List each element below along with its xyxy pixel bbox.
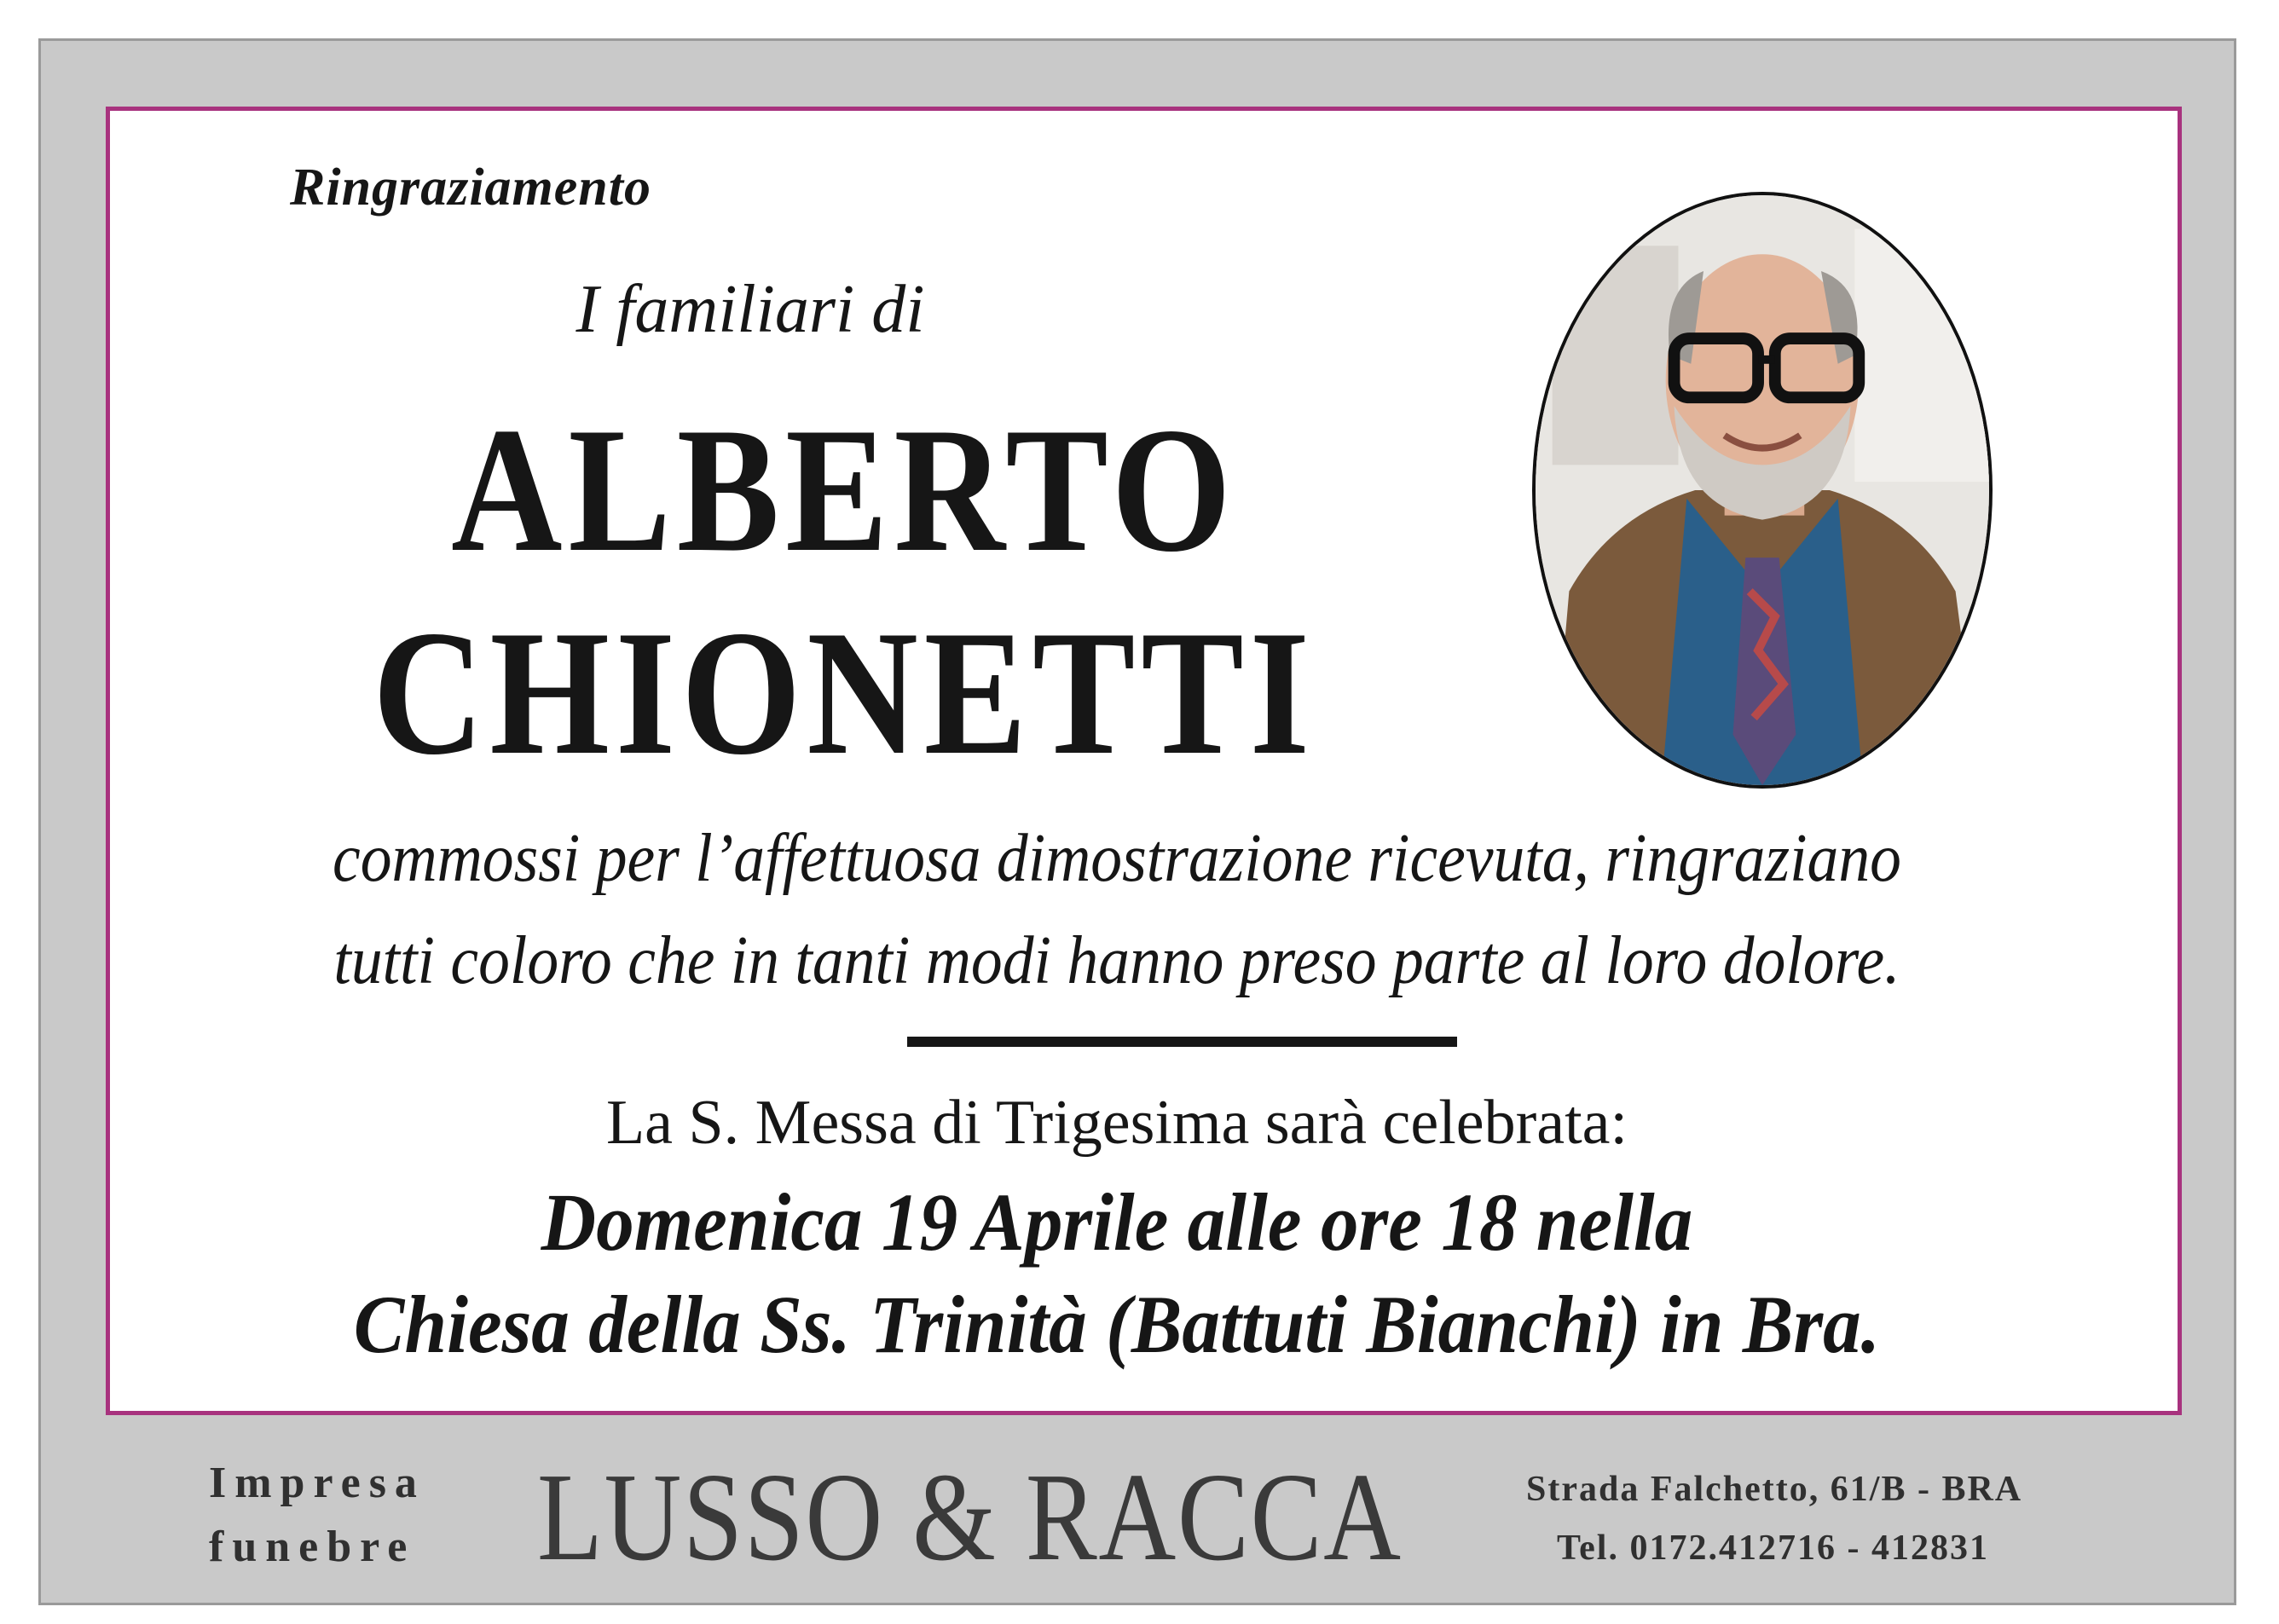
intro-text: I familiari di: [576, 272, 925, 347]
deceased-last-name: CHIONETTI: [373, 594, 1316, 792]
message-line-1: commossi per l’affettuosa dimostrazione ricevuta, ringraziano: [333, 821, 1901, 896]
deceased-first-name: ALBERTO: [451, 391, 1237, 589]
mass-date-line: Domenica 19 Aprile alle ore 18 nella: [541, 1176, 1693, 1268]
footer-label-line-2: funebre: [209, 1523, 416, 1571]
notice-heading: Ringraziamento: [290, 159, 651, 217]
mass-intro: La S. Messa di Trigesima sarà celebrata:: [605, 1088, 1628, 1158]
message-line-2: tutti coloro che in tanti modi hanno preso parte al loro dolore.: [333, 923, 1900, 998]
funeral-home-brand: LUSSO & RACCA: [537, 1448, 1403, 1587]
funeral-home-phone: Tel. 0172.412716 - 412831: [1557, 1529, 1989, 1568]
funeral-home-address: Strada Falchetto, 61/B - BRA: [1526, 1470, 2023, 1509]
mass-location-line: Chiesa della Ss. Trinità (Battuti Bianchi) in Bra.: [353, 1279, 1881, 1370]
divider-line: [907, 1037, 1457, 1047]
footer-label-line-1: Impresa: [209, 1459, 425, 1507]
portrait-illustration: [1536, 195, 1989, 785]
portrait-photo: [1532, 192, 1993, 789]
